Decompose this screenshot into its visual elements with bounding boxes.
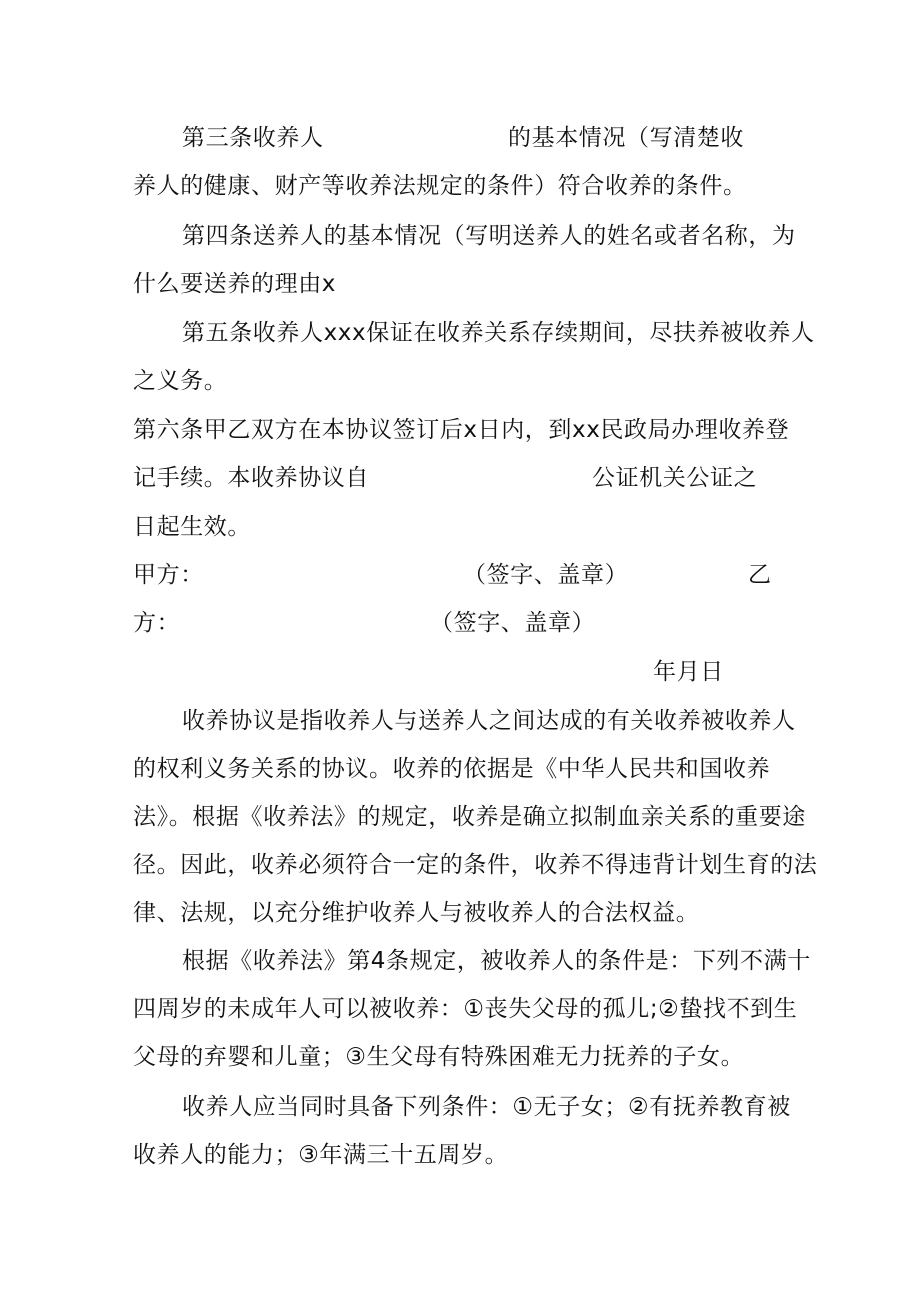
article6-line2-end: 公证机关公证之 bbox=[592, 465, 758, 491]
party-a-signature-hint: （签字、盖章） bbox=[463, 562, 629, 588]
article4-line1: 第四条送养人的基本情况（写明送养人的姓名或者名称，为 bbox=[182, 223, 796, 249]
party-b-label-part2: 方： bbox=[133, 610, 181, 636]
party-a-label: 甲方： bbox=[133, 562, 204, 588]
paragraph2-line1: 根据《收养法》第4条规定，被收养人的条件是：下列不满十 bbox=[182, 948, 811, 974]
article6-line3: 日起生效。 bbox=[133, 514, 251, 540]
article3-line2: 养人的健康、财产等收养法规定的条件）符合收养的条件。 bbox=[133, 173, 747, 199]
article5-line2: 之义务。 bbox=[133, 368, 228, 394]
paragraph1-line5: 律、法规，以充分维护收养人与被收养人的合法权益。 bbox=[133, 900, 700, 926]
paragraph1-line2: 的权利义务关系的协议。收养的依据是《中华人民共和国收养 bbox=[133, 756, 771, 782]
party-b-signature-hint: （签字、盖章） bbox=[430, 610, 596, 636]
article6-line1: 第六条甲乙双方在本协议签订后x日内，到xx民政局办理收养登 bbox=[133, 417, 790, 443]
party-b-label-part1: 乙 bbox=[748, 562, 772, 588]
paragraph1-line1: 收养协议是指收养人与送养人之间达成的有关收养被收养人 bbox=[182, 708, 796, 734]
paragraph3-line2: 收养人的能力；③年满三十五周岁。 bbox=[133, 1142, 509, 1168]
paragraph2-line3: 父母的弃婴和儿童；③生父母有特殊困难无力抚养的子女。 bbox=[133, 1044, 745, 1070]
paragraph1-line4: 径。因此，收养必须符合一定的条件，收养不得违背计划生育的法 bbox=[133, 852, 818, 878]
signature-date: 年月日 bbox=[653, 659, 724, 685]
article6-line2-start: 记手续。本收养协议自 bbox=[133, 465, 369, 491]
article5-line1: 第五条收养人xxx保证在收养关系存续期间，尽扶养被收养人 bbox=[182, 320, 815, 346]
paragraph1-line3: 法》。根据《收养法》的规定，收养是确立拟制血亲关系的重要途 bbox=[133, 804, 806, 830]
article4-line2: 什么要送养的理由x bbox=[133, 271, 337, 297]
paragraph3-line1: 收养人应当同时具备下列条件：①无子女；②有抚养教育被 bbox=[182, 1094, 791, 1120]
paragraph2-line2: 四周岁的未成年人可以被收养：①丧失父母的孤儿;②蛰找不到生 bbox=[133, 996, 798, 1022]
article3-line1-end: 的基本情况（写清楚收 bbox=[508, 125, 744, 151]
article3-line1-start: 第三条收养人 bbox=[182, 125, 324, 151]
